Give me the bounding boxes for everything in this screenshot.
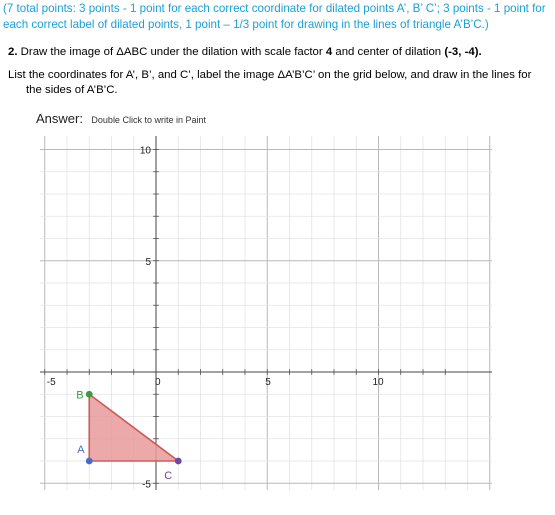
points-note: (7 total points: 3 points - 1 point for each correct coordinate for dilated points A’, B’ C’; 3 points - 1 point for each correct label of dilated points, 1 point – 1/3 point for drawing in the lines of triangle A’B’C.) — [3, 2, 546, 31]
vertex-a-label: A — [77, 444, 85, 456]
question-number: 2. — [8, 46, 18, 58]
instructions-line2: the sides of A’B’C. — [26, 84, 118, 96]
question-text-middle: and center of dilation — [335, 46, 442, 58]
y-tick-label: -5 — [142, 479, 151, 491]
vertex-b-label: B — [76, 389, 84, 402]
instructions-line1: List the coordinates for A’, B’, and C’, label the image ΔA’B’C’ on the grid below, and draw in the lines for — [8, 69, 532, 81]
vertex-b-point — [86, 391, 93, 398]
vertex-c-label: C — [164, 470, 173, 482]
question-text-before: Draw the image of ΔABC under the dilation with scale factor — [20, 46, 323, 58]
y-tick-label: 5 — [145, 256, 151, 268]
y-tick-label: 10 — [139, 145, 151, 157]
x-tick-label: 10 — [372, 377, 384, 388]
center-of-dilation: (-3, -4). — [444, 46, 482, 58]
triangle-abc — [76, 389, 181, 482]
answer-label: Answer: — [36, 111, 83, 126]
scale-factor: 4 — [325, 46, 333, 58]
answer-hint: Double Click to write in Paint — [91, 115, 206, 125]
x-tick-label: 0 — [155, 377, 161, 388]
x-tick-label: -5 — [46, 377, 56, 388]
vertex-c-point — [175, 458, 182, 465]
vertex-a-point — [86, 458, 93, 465]
x-tick-label: 5 — [265, 377, 271, 388]
